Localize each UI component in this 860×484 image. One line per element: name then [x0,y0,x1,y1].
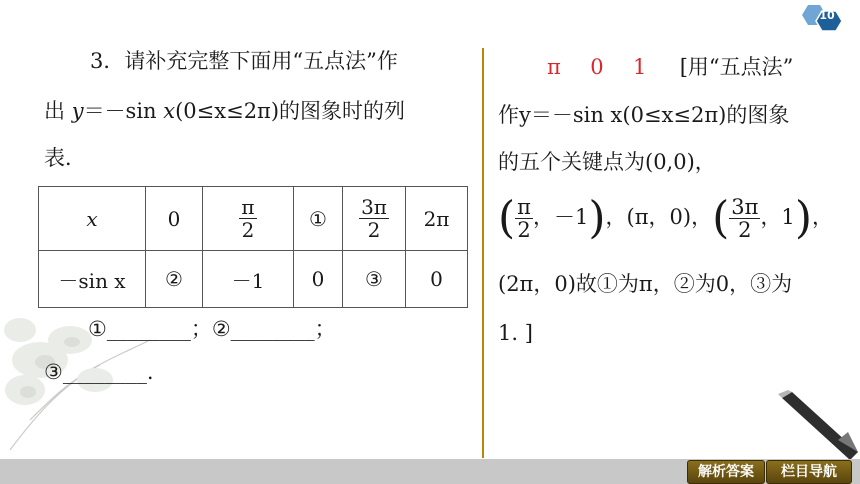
answer-text: ，1 [760,205,795,229]
answer-pi: π [547,55,561,79]
fraction: $\frac{\pi}{2}$ [241,195,255,242]
value-table [38,186,468,308]
blank-line-2: ③________. [44,360,154,384]
answer-text: [用“五点法” [679,55,794,79]
answer-line-3: 的五个关键点为(0,0)， [498,150,716,174]
answer-line-6: 1. ] [498,321,533,345]
table-cell: 0 [294,251,343,308]
table-cell [343,187,406,251]
answer-zero: 0 [590,55,604,79]
column-divider [482,48,484,458]
table-cell: －1 [203,251,294,308]
question-line-3: 表． [44,146,86,170]
question-text: ＝－sin [83,99,164,123]
answer-line-5: (2π，0)故①为π，②为0，③为 [498,272,793,296]
table-row [39,251,468,308]
var-x: x [163,99,176,123]
fraction: $\frac{\pi}{2}$ [517,195,531,242]
table-cell: －sin x [39,251,146,308]
table-cell: x [39,187,146,251]
table-cell: 2π [406,187,468,251]
table-cell: 0 [146,187,203,251]
answer-analysis-button[interactable]: 解析答案 [687,460,765,484]
pen-icon [778,390,860,462]
table-cell: ② [146,251,203,308]
blank-line-1: ①________；②________； [88,317,336,341]
var-y: y [71,99,84,123]
table-cell: ① [294,187,343,251]
answer-line-4: ( $\frac{\pi}{2}$ ，－1)，(π，0)，( $\frac{3\pi}{2}$ ，1)， [498,192,833,244]
answer-text: ， [811,205,833,229]
answer-text: ，－1 [532,205,589,229]
answer-line-1 [547,52,793,82]
table-cell: ③ [343,251,406,308]
question-line-1: 3．请补充完整下面用“五点法”作 [90,49,398,73]
answer-line-2: 作y＝－sin x(0≤x≤2π)的图象 [498,103,790,127]
question-text: 出 [44,99,72,123]
table-row [39,187,468,251]
table-cell [203,187,294,251]
answer-text: ，(π，0)， [605,205,713,229]
section-nav-button[interactable]: 栏目导航 [766,460,852,484]
fraction: $\frac{3\pi}{2}$ [361,195,387,242]
table-cell: 0 [406,251,468,308]
fraction: $\frac{3\pi}{2}$ [731,195,759,242]
question-text: (0≤x≤2π)的图象时的列 [175,99,406,123]
page-number: 10 [819,9,835,22]
answer-one: 1 [632,55,647,79]
question-line-2 [44,96,405,126]
